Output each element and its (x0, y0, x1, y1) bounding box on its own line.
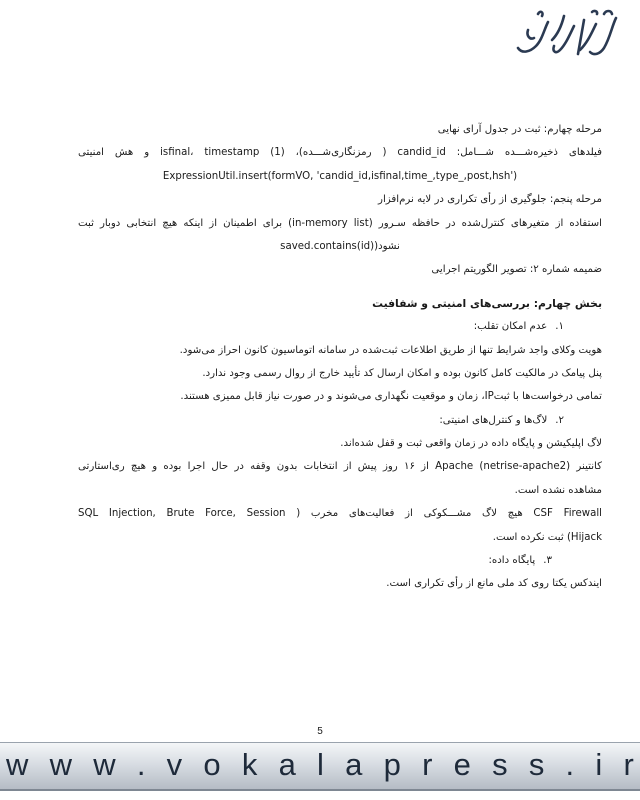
stored-fields-line: فیلدهای ذخیره‌شـــده شـــامل: candid_id ( رمزنگاری‌شـــده)، (1) isfinal، timestamp و هش امنیتی (78, 147, 602, 159)
section-four-heading: بخش چهارم: بررسی‌های امنیتی و شفافیت (372, 296, 602, 310)
list-item-1 (78, 315, 602, 338)
list-label-3: پایگاه داده: (488, 555, 536, 567)
app-logs-line: لاگ اپلیکیشن و پایگاه داده در زمان واقعی ثبت و قفل شده‌اند. (340, 438, 602, 450)
list-number-1: ۱. (555, 321, 564, 333)
footer-char: p (383, 747, 401, 782)
footer-char: w (49, 747, 72, 782)
apache-container-line: کانتینر Apache (netrise-apache2) از ۱۶ روز پیش از انتخابات بدون وقفه در حال اجرا بوده و هیچ ری‌استارتی (78, 461, 602, 473)
footer-char: . (565, 747, 575, 782)
saved-contains-line: نشود((saved.contains(id (280, 240, 400, 252)
footer-char: r (623, 747, 634, 782)
footer-char: o (203, 747, 221, 782)
list-item-3 (78, 549, 602, 572)
firewall-line-end: Hijack) ثبت نکرده است. (492, 531, 602, 543)
footer-char: a (345, 747, 363, 782)
footer-char: l (317, 747, 324, 782)
footer-char: a (278, 747, 296, 782)
footer-char: e (453, 747, 471, 782)
step-five-title: مرحله پنجم: جلوگیری از رأی تکراری در لایه نرم‌افزار (378, 194, 602, 206)
footer-char: k (241, 747, 258, 782)
list-item-2 (78, 409, 602, 432)
firewall-line: CSF Firewall هیچ لاگ مشـــکوکی از فعالیت‌های مخرب ( SQL Injection, Brute Force, Session (78, 508, 602, 520)
step-four-title: مرحله چهارم: ثبت در جدول آرای نهایی (437, 124, 602, 135)
vokalapress-logo (508, 4, 624, 66)
code-expression: ExpressionUtil.insert(formVO, 'candid_id,isfinal,time_,type_,post,hsh') (162, 170, 518, 182)
sms-panel-line: پنل پیامک در مالکیت کامل کانون بوده و امکان ارسال کد تأیید خارج از روال رسمی وجود ندارد. (202, 367, 602, 379)
page-number: 5 (317, 726, 323, 737)
footer-char: w (93, 747, 116, 782)
footer-char: i (595, 747, 603, 782)
appendix-two-line: ضمیمه شماره ۲: تصویر الگوریتم اجرایی (431, 264, 602, 276)
document-body (78, 118, 602, 596)
footer-website-url[interactable] (0, 744, 640, 786)
unique-index-line: ایندکس یکتا روی کد ملی مانع از رأی تکراری است. (386, 578, 602, 590)
list-label-1: عدم امکان تقلب: (473, 321, 548, 333)
in-memory-list-line: استفاده از متغیرهای کنترل‌شده در حافظه سـرور (in-memory list) برای اطمینان از اینکه هیچ انتخابی دوبار ثبت (78, 217, 602, 229)
request-logging-line: تمامی درخواست‌ها با ثبتIP، زمان و موقعیت نگهداری می‌شوند و در صورت نیاز قابل ممیزی هستند. (180, 391, 602, 403)
code-expression-line (78, 165, 602, 188)
footer-char: . (136, 747, 146, 782)
identity-verification-line: هویت وکلای واجد شرایط تنها از طریق اطلاعات ثبت‌شده در سامانه اتوماسیون کانون احراز می‌شود. (179, 344, 602, 356)
footer-char: v (166, 747, 183, 782)
footer-char: s (528, 747, 545, 782)
list-number-3: ۳. (543, 555, 552, 567)
list-label-2: لاگ‌ها و کنترل‌های امنیتی: (439, 414, 548, 426)
logo-calligraphy (508, 4, 624, 66)
list-number-2: ۲. (555, 414, 564, 426)
footer-char: w (6, 747, 29, 782)
footer-char: r (422, 747, 433, 782)
apache-container-line-end: مشاهده نشده است. (514, 484, 602, 496)
footer-char: s (492, 747, 508, 782)
